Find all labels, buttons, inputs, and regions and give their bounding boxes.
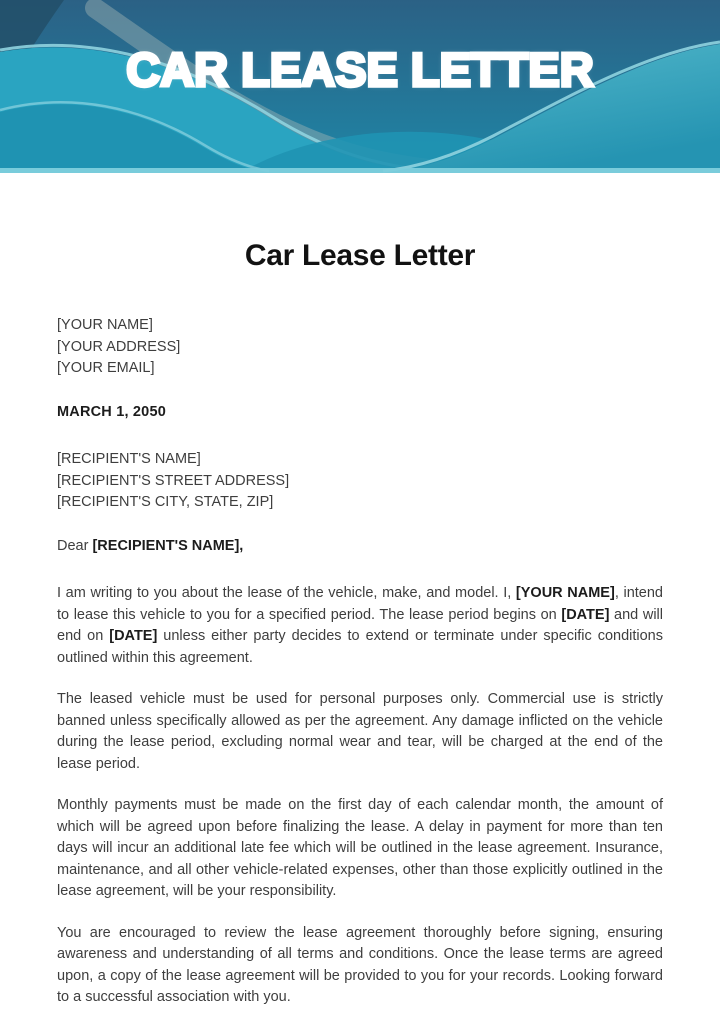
banner: [0, 0, 720, 173]
letter-body: [57, 583, 663, 1009]
letter-document: [0, 239, 720, 1009]
letter-paragraph: I am writing to you about the lease of the vehicle, make, and model. I, [YOUR NAME], intend to lease this vehicle to you for a specified period. The lease period begins on [DATE] and will end on [DATE] unless either party decides to extend or terminate under specific conditions outlined within this agreement.: [57, 585, 663, 666]
address-line: [RECIPIENT'S CITY, STATE, ZIP]: [57, 494, 274, 510]
banner-bottom-strip: [0, 168, 720, 173]
recipient-address-block: [57, 449, 663, 514]
letter-paragraph: The leased vehicle must be used for personal purposes only. Commercial use is strictly banned unless specifically allowed as per the agreement. Any damage inflicted on the vehicle during the lease period, excluding normal wear and tear, will be charged at the end of the lease period.: [57, 691, 663, 772]
salutation: Dear [RECIPIENT'S NAME],: [57, 537, 244, 554]
letter-paragraph: You are encouraged to review the lease agreement thoroughly before signing, ensuring awareness and understanding of all terms and conditions. Once the lease terms are agreed upon, a copy of the lease agreement will be provided to you for your records. Looking forward to a successful association with you.: [57, 924, 663, 1005]
address-line: [RECIPIENT'S NAME]: [57, 451, 201, 467]
sender-address-block: [57, 315, 663, 380]
letter-date: MARCH 1, 2050: [57, 403, 166, 420]
address-line: [YOUR EMAIL]: [57, 360, 155, 376]
address-line: [YOUR NAME]: [57, 317, 153, 333]
banner-title: CAR LEASE LETTER: [126, 43, 594, 96]
address-line: [YOUR ADDRESS]: [57, 338, 181, 355]
address-line: [RECIPIENT'S STREET ADDRESS]: [57, 472, 290, 489]
letter-paragraph: Monthly payments must be made on the first day of each calendar month, the amount of which will be agreed upon before finalizing the lease. A delay in payment for more than ten days will incur an additional late fee which will be outlined in the lease agreement. Insurance, maintenance, and all other vehicle-related expenses, other than those explicitly outlined in the lease agreement, will be your responsibility.: [57, 797, 663, 899]
letter-title: Car Lease Letter: [244, 239, 476, 272]
